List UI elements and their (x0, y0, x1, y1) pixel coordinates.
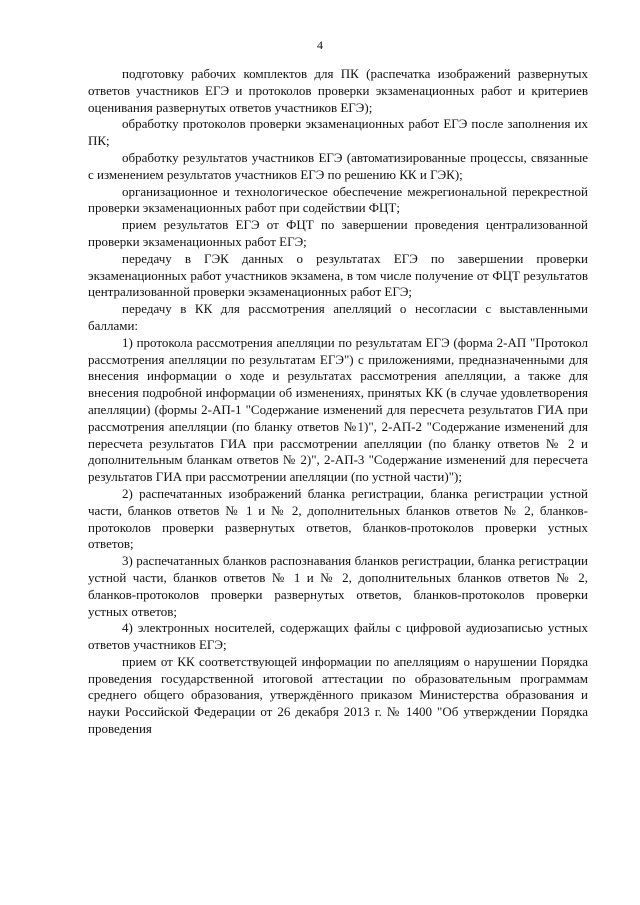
paragraph-transfer-to-gek: передачу в ГЭК данных о результатах ЕГЭ по завершении проверки экзаменационных работ участников экзамена, в том числе получение от ФЦТ результатов централизованной проверки экзаменационных работ ЕГЭ; (88, 250, 588, 300)
paragraph-process-protocols: обработку протоколов проверки экзаменационных работ ЕГЭ после заполнения их ПК; (88, 116, 588, 149)
page-number: 4 (317, 38, 323, 52)
paragraph-cross-checking: организационное и технологическое обеспечение межрегиональной перекрестной проверки экзаменационных работ при содействии ФЦТ; (88, 183, 588, 216)
paragraph-receive-results: прием результатов ЕГЭ от ФЦТ по завершении проведения централизованной проверки экзаменационных работ ЕГЭ; (88, 217, 588, 249)
paragraph-process-results: обработку результатов участников ЕГЭ (автоматизированные процессы, связанные с изменением результатов участников ЕГЭ по решению КК и ГЭК); (88, 149, 588, 182)
document-body (88, 66, 588, 738)
list-item-3-printed-recognition-forms: 3) распечатанных бланков распознавания бланков регистрации, бланка регистрации устной части, бланков ответов № 1 и № 2, дополнительных бланков ответов № 2, бланков-протоколов проверки развернутых ответов, бланков-протоколов проверки устных ответов; (88, 553, 588, 619)
paragraph-receive-from-kk: прием от КК соответствующей информации по апелляциям о нарушении Порядка проведения государственной итоговой аттестации по образовательным программам среднего общего образования, утверждённого приказом Министерства образования и науки Российской Федерации от 26 декабря 2013 г. № 1400 "Об утверждении Порядка проведения (88, 653, 588, 737)
paragraph-transfer-to-kk: передачу в КК для рассмотрения апелляций о несогласии с выставленными баллами: (88, 301, 588, 333)
list-item-2-printed-images: 2) распечатанных изображений бланка регистрации, бланка регистрации устной части, бланков ответов № 1 и № 2, дополнительных бланков ответов № 2, бланков-протоколов проверки развернутых ответов, бланков-протоколов проверки устных ответов; (88, 485, 588, 552)
list-item-1-appeal-protocol: 1) протокола рассмотрения апелляции по результатам ЕГЭ (форма 2-АП "Протокол рассмотрения апелляции по результатам ЕГЭ") с приложениями, предназначенными для внесения информации о ходе и результатах рассмотрения апелляции, а также для внесения подробной информации об изменениях, принятых КК (в случае удовлетворения апелляции) (формы 2-АП-1 "Содержание изменений для пересчета результатов ГИА при рассмотрения апелляции (по бланку ответов №1)", 2-АП-2 "Содержание изменений для пересчета результатов ГИА при рассмотрении апелляции (по бланку ответов № 2 и дополнительным бланкам ответов № 2)", 2-АП-3 "Содержание изменений для пересчета результатов ГИА при рассмотрении апелляции (по устной части)"); (88, 334, 588, 485)
paragraph-prepare-work-kits: подготовку рабочих комплектов для ПК (распечатка изображений развернутых ответов участников ЕГЭ и протоколов проверки экзаменационных работ и критериев оценивания развернутых ответов участников ЕГЭ); (88, 66, 588, 115)
list-item-4-electronic-media: 4) электронных носителей, содержащих файлы с цифровой аудиозаписью устных ответов участников ЕГЭ; (88, 620, 588, 653)
